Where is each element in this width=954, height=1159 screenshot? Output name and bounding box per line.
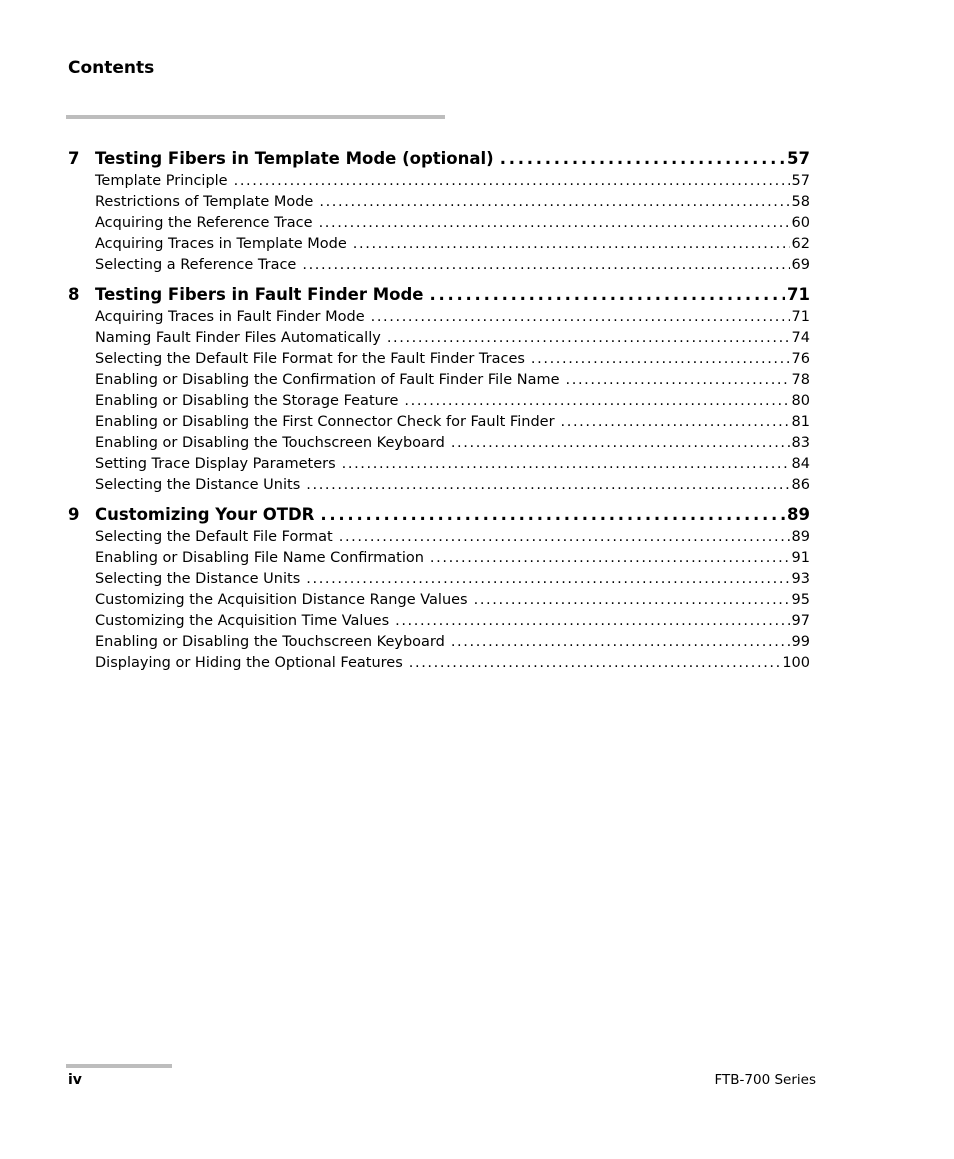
- toc-entry-title: Template Principle: [95, 173, 228, 189]
- chapter-heading[interactable]: [68, 503, 810, 527]
- dot-leader: [430, 548, 790, 569]
- dot-leader: [395, 611, 789, 632]
- toc-entry-title: Enabling or Disabling the Storage Feature: [95, 393, 399, 410]
- toc-entry-title: Customizing the Acquisition Distance Range Values: [95, 592, 468, 609]
- toc-entry[interactable]: [95, 632, 810, 653]
- toc-entry-page: 95: [791, 592, 810, 609]
- chapter-number: 9: [68, 505, 80, 525]
- footer-rule: [66, 1064, 172, 1068]
- dot-leader: [339, 527, 790, 548]
- dot-leader: [404, 391, 789, 412]
- chapter-title: Testing Fibers in Fault Finder Mode: [95, 285, 424, 305]
- dot-leader: [430, 283, 786, 307]
- toc-entry-title: Naming Fault Finder Files Automatically: [95, 330, 381, 347]
- toc-entry-title: Selecting the Default File Format: [95, 529, 333, 546]
- dot-leader: [531, 349, 790, 370]
- footer-product-name: FTB-700 Series: [714, 1072, 816, 1088]
- dot-leader: [500, 147, 785, 171]
- toc-entry-title: Enabling or Disabling File Name Confirmation: [95, 550, 424, 567]
- toc-entry[interactable]: [95, 611, 810, 632]
- toc-entry-title: Acquiring Traces in Fault Finder Mode: [95, 309, 365, 326]
- toc-entry-title: Enabling or Disabling the Touchscreen Keyboard: [95, 434, 445, 451]
- toc-entry-page: 86: [791, 476, 810, 493]
- chapter-heading[interactable]: [68, 283, 810, 307]
- toc-entry-title: Selecting a Reference Trace: [95, 256, 297, 273]
- toc-entry[interactable]: [95, 391, 810, 412]
- toc-entry-title: Enabling or Disabling the First Connector Check for Fault Finder: [95, 413, 555, 430]
- toc-entry-page: 76: [791, 351, 810, 368]
- header-rule: [66, 115, 445, 119]
- toc-entry[interactable]: [95, 653, 810, 674]
- toc-entry-title: Restrictions of Template Mode: [95, 193, 314, 210]
- toc-entry-title: Selecting the Distance Units: [95, 476, 301, 493]
- toc-entry-title: Acquiring Traces in Template Mode: [95, 235, 347, 252]
- chapter-9: [68, 503, 810, 673]
- toc-entry[interactable]: [95, 255, 810, 276]
- dot-leader: [371, 307, 790, 328]
- toc-entry-title: Selecting the Distance Units: [95, 571, 301, 588]
- toc-entry[interactable]: [95, 527, 810, 548]
- toc-entry-page: 78: [791, 372, 810, 389]
- toc-entry-title: Setting Trace Display Parameters: [95, 455, 336, 472]
- toc-entry[interactable]: [95, 475, 810, 496]
- toc-entry[interactable]: [95, 349, 810, 370]
- chapter-page: 89: [787, 505, 810, 525]
- toc-entry[interactable]: [95, 370, 810, 391]
- toc-entry[interactable]: [95, 213, 810, 234]
- dot-leader: [320, 503, 785, 527]
- toc-entry-page: 58: [791, 193, 810, 210]
- chapter-page: 57: [787, 149, 810, 168]
- dot-leader: [342, 454, 790, 475]
- chapter-7: [68, 147, 810, 275]
- chapter-number: 7: [68, 149, 80, 168]
- dot-leader: [561, 412, 790, 433]
- toc-entry-page: 74: [791, 330, 810, 347]
- toc-entry[interactable]: [95, 548, 810, 569]
- toc-entry-page: 80: [791, 393, 810, 410]
- toc-entry-title: Selecting the Default File Format for the Fault Finder Traces: [95, 351, 525, 368]
- toc-entry-title: Enabling or Disabling the Touchscreen Keyboard: [95, 633, 445, 650]
- dot-leader: [474, 590, 790, 611]
- table-of-contents: [68, 147, 810, 682]
- toc-entry-title: Customizing the Acquisition Time Values: [95, 613, 390, 630]
- toc-entry[interactable]: [95, 454, 810, 475]
- toc-entry[interactable]: [95, 433, 810, 454]
- toc-entry-title: Enabling or Disabling the Confirmation of Fault Finder File Name: [95, 372, 560, 389]
- dot-leader: [387, 328, 790, 349]
- dot-leader: [306, 475, 789, 496]
- toc-entry[interactable]: [95, 307, 810, 328]
- dot-leader: [319, 192, 789, 213]
- toc-entry-page: 91: [791, 550, 810, 567]
- toc-entry-page: 83: [791, 434, 810, 451]
- chapter-title: Customizing Your OTDR: [95, 505, 315, 525]
- toc-entry[interactable]: [95, 234, 810, 255]
- toc-entry-page: 60: [791, 214, 810, 231]
- toc-entry[interactable]: [95, 590, 810, 611]
- dot-leader: [302, 255, 789, 276]
- toc-entry-page: 100: [782, 654, 810, 671]
- chapter-heading[interactable]: [68, 147, 810, 171]
- toc-entry-page: 99: [791, 633, 810, 650]
- toc-entry[interactable]: [95, 412, 810, 433]
- chapter-number: 8: [68, 285, 80, 305]
- dot-leader: [451, 632, 790, 653]
- toc-entry-page: 62: [791, 235, 810, 252]
- dot-leader: [234, 171, 790, 192]
- dot-leader: [353, 234, 790, 255]
- dot-leader: [319, 213, 790, 234]
- toc-entry-page: 84: [791, 455, 810, 472]
- toc-entry-page: 57: [791, 173, 810, 189]
- chapter-page: 71: [787, 285, 810, 305]
- dot-leader: [306, 569, 789, 590]
- toc-entry-page: 69: [791, 256, 810, 273]
- chapter-8: [68, 283, 810, 495]
- toc-entry-title: Acquiring the Reference Trace: [95, 214, 313, 231]
- footer-page-number: iv: [68, 1072, 82, 1088]
- toc-entry-title: Displaying or Hiding the Optional Features: [95, 654, 403, 671]
- toc-entry[interactable]: [95, 328, 810, 349]
- dot-leader: [409, 653, 781, 674]
- toc-entry[interactable]: [95, 569, 810, 590]
- toc-entry-page: 93: [791, 571, 810, 588]
- toc-entry[interactable]: [95, 192, 810, 213]
- toc-entry[interactable]: [95, 171, 810, 192]
- toc-entry-page: 97: [791, 613, 810, 630]
- dot-leader: [451, 433, 790, 454]
- chapter-title: Testing Fibers in Template Mode (optional): [95, 149, 494, 168]
- page-title: Contents: [68, 58, 155, 78]
- toc-entry-page: 89: [791, 529, 810, 546]
- toc-entry-page: 81: [791, 413, 810, 430]
- toc-entry-page: 71: [791, 309, 810, 326]
- dot-leader: [566, 370, 790, 391]
